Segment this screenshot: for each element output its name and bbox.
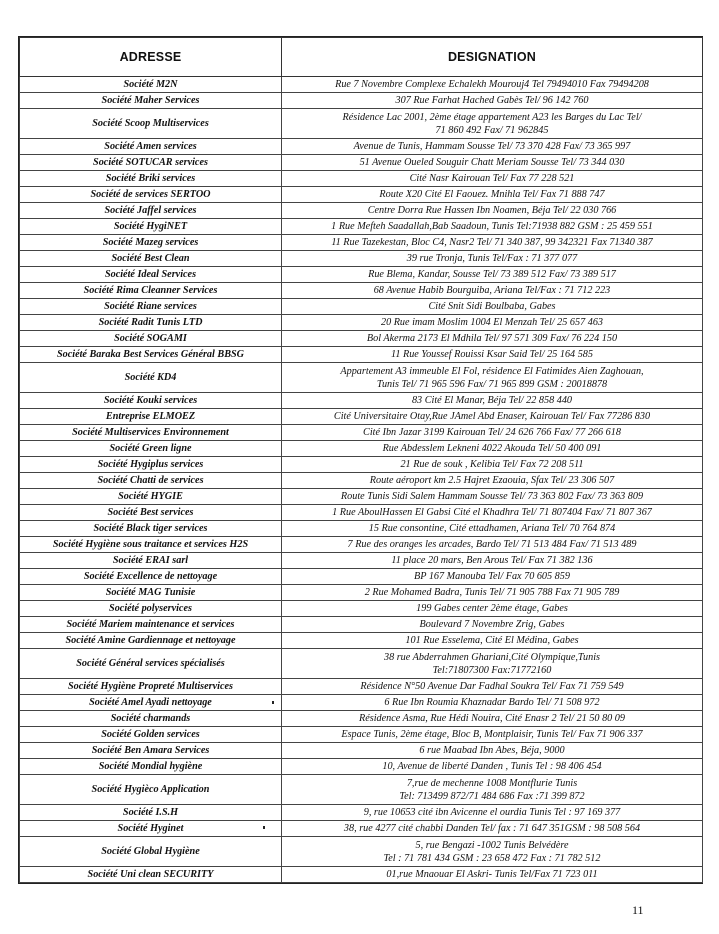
designation-cell <box>282 679 703 695</box>
address-line: 6 Rue Ibn Roumia Khaznadar Bardo Tel/ 71 508 972 <box>384 697 600 708</box>
designation-cell <box>282 867 703 883</box>
company-name-cell: Société Uni clean SECURITY <box>20 867 282 883</box>
address-line: Espace Tunis, 2ème étage, Bloc B, Montplaisir, Tunis Tel/ Fax 71 906 337 <box>341 729 643 740</box>
address-line: Route aéroport km 2.5 Hajret Ezaouia, Sfax Tel/ 23 306 507 <box>369 475 615 486</box>
table-row <box>20 775 703 805</box>
address-line: Appartement A3 immeuble El Fol, résidence El Fatimides Aien Zaghouan, <box>340 365 644 377</box>
address-line: 101 Rue Esselema, Cité El Médina, Gabes <box>405 635 579 646</box>
company-name-cell: Société Baraka Best Services Général BBSG <box>20 347 282 363</box>
address-line: Boulevard 7 Novembre Zrig, Gabes <box>419 619 565 630</box>
company-name-cell: Entreprise ELMOEZ <box>20 409 282 425</box>
table-row <box>20 837 703 867</box>
address-line: 38 rue Abderrahmen Ghariani,Cité Olympique,Tunis <box>383 651 600 663</box>
company-name-cell: Société Radit Tunis LTD <box>20 315 282 331</box>
table-row <box>20 93 703 109</box>
table-row <box>20 867 703 883</box>
designation-cell <box>282 347 703 363</box>
company-name-cell: Société Scoop Multiservices <box>20 109 282 139</box>
address-line: Avenue de Tunis, Hammam Sousse Tel/ 73 370 428 Fax/ 73 365 997 <box>353 141 631 152</box>
address-line: Cité Universitaire Otay,Rue JAmel Abd Enaser, Kairouan Tel/ Fax 77286 830 <box>333 411 651 422</box>
company-directory-table <box>19 37 703 883</box>
designation-cell <box>282 187 703 203</box>
designation-cell <box>282 569 703 585</box>
table-row <box>20 505 703 521</box>
company-name-cell: Société Rima Cleanner Services <box>20 283 282 299</box>
company-name-cell: Société de services SERTOO <box>20 187 282 203</box>
designation-cell <box>282 299 703 315</box>
address-line: Centre Dorra Rue Hassen Ibn Noamen, Béja Tel/ 22 030 766 <box>367 205 617 216</box>
address-line: Route Tunis Sidi Salem Hammam Sousse Tel/ 73 363 802 Fax/ 73 363 809 <box>340 491 644 502</box>
company-name-cell: Société Maher Services <box>20 93 282 109</box>
designation-cell <box>282 93 703 109</box>
address-line: 20 Rue imam Moslim 1004 El Menzah Tel/ 25 657 463 <box>380 317 604 328</box>
table-row <box>20 155 703 171</box>
company-name-cell: Société Hyginet <box>20 821 282 837</box>
designation-cell <box>282 521 703 537</box>
table-row <box>20 695 703 711</box>
header-adresse: ADRESSE <box>20 38 282 77</box>
company-name-cell: Société charmands <box>20 711 282 727</box>
table-body <box>20 77 703 883</box>
designation-cell <box>282 633 703 649</box>
designation-cell <box>282 251 703 267</box>
table-row <box>20 235 703 251</box>
table-row <box>20 347 703 363</box>
designation-cell <box>282 203 703 219</box>
company-name-cell: Société Ideal Services <box>20 267 282 283</box>
company-name-cell: Société HYGIE <box>20 489 282 505</box>
address-line: 83 Cité El Manar, Béja Tel/ 22 858 440 <box>411 395 573 406</box>
company-name-cell: Société Kouki services <box>20 393 282 409</box>
designation-cell <box>282 393 703 409</box>
page-number: 11 <box>632 903 644 917</box>
table-row <box>20 521 703 537</box>
table-row <box>20 585 703 601</box>
address-line: Résidence Lac 2001, 2ème étage appartement A23 les Barges du Lac Tel/ <box>342 111 642 123</box>
company-name-cell: Société I.S.H <box>20 805 282 821</box>
address-line: 11 place 20 mars, Ben Arous Tel/ Fax 71 382 136 <box>391 555 593 566</box>
designation-cell <box>282 711 703 727</box>
address-line: Bol Akerma 2173 El Mdhila Tel/ 97 571 309 Fax/ 76 224 150 <box>366 333 618 344</box>
company-name-cell: Société Mazeg services <box>20 235 282 251</box>
company-name-cell: Société MAG Tunisie <box>20 585 282 601</box>
table-row <box>20 283 703 299</box>
address-line: 6 rue Maabad Ibn Abes, Béja, 9000 <box>419 745 565 756</box>
table-row <box>20 267 703 283</box>
designation-cell <box>282 363 703 393</box>
address-line: 01,rue Mnaouar El Askri- Tunis Tel/Fax 71 723 011 <box>386 869 598 880</box>
table-row <box>20 805 703 821</box>
header-row <box>20 38 703 77</box>
company-name-cell: Société Golden services <box>20 727 282 743</box>
designation-cell <box>282 331 703 347</box>
company-name-cell: Société Mariem maintenance et services <box>20 617 282 633</box>
company-name-cell: Société Global Hygiène <box>20 837 282 867</box>
address-line: 15 Rue consontine, Cité ettadhamen, Ariana Tel/ 70 764 874 <box>368 523 616 534</box>
address-line: Route X20 Cité El Faouez. Mnihla Tel/ Fax 71 888 747 <box>379 189 605 200</box>
company-name-cell: Société Hygiène Propreté Multiservices <box>20 679 282 695</box>
designation-cell <box>282 805 703 821</box>
table-row <box>20 251 703 267</box>
address-line: Tel:71807300 Fax:71772160 <box>432 664 552 676</box>
company-name-cell: Société Briki services <box>20 171 282 187</box>
designation-cell <box>282 649 703 679</box>
company-name-cell: Société Mondial hygiène <box>20 759 282 775</box>
directory-sheet <box>18 36 703 884</box>
designation-cell <box>282 743 703 759</box>
designation-cell <box>282 489 703 505</box>
table-row <box>20 109 703 139</box>
address-line: 199 Gabes center 2ème étage, Gabes <box>416 603 568 614</box>
address-line: 21 Rue de souk , Kelibia Tel/ Fax 72 208 511 <box>400 459 584 470</box>
address-line: 7 Rue des oranges les arcades, Bardo Tel/ 71 513 484 Fax/ 71 513 489 <box>347 539 637 550</box>
header-designation: DESIGNATION <box>282 38 703 77</box>
designation-cell <box>282 267 703 283</box>
table-row <box>20 821 703 837</box>
designation-cell <box>282 409 703 425</box>
designation-cell <box>282 155 703 171</box>
company-name-cell: Société Hygiplus services <box>20 457 282 473</box>
table-row <box>20 331 703 347</box>
company-name-cell: Société Amel Ayadi nettoyage <box>20 695 282 711</box>
address-line: BP 167 Manouba Tel/ Fax 70 605 859 <box>414 571 570 582</box>
table-row <box>20 409 703 425</box>
designation-cell <box>282 775 703 805</box>
address-line: 11 Rue Tazekestan, Bloc C4, Nasr2 Tel/ 71 340 387, 99 342321 Fax 71340 387 <box>331 237 653 248</box>
company-name-cell: Société ERAI sarl <box>20 553 282 569</box>
designation-cell <box>282 617 703 633</box>
address-line: 11 Rue Youssef Rouissi Ksar Said Tel/ 25 164 585 <box>391 349 593 360</box>
table-row <box>20 425 703 441</box>
designation-cell <box>282 235 703 251</box>
designation-cell <box>282 77 703 93</box>
table-row <box>20 727 703 743</box>
address-line: 71 860 492 Fax/ 71 962845 <box>435 124 549 136</box>
address-line: Cité Snit Sidi Boulbaba, Gabes <box>428 301 556 312</box>
table-row <box>20 537 703 553</box>
company-name-cell: Société Best Clean <box>20 251 282 267</box>
company-name-cell: Société SOTUCAR services <box>20 155 282 171</box>
table-row <box>20 363 703 393</box>
table-row <box>20 711 703 727</box>
designation-cell <box>282 473 703 489</box>
address-line: Tel: 713499 872/71 484 686 Fax :71 399 872 <box>399 790 585 802</box>
designation-cell <box>282 821 703 837</box>
designation-cell <box>282 759 703 775</box>
table-row <box>20 553 703 569</box>
company-name-cell: Société Jaffel services <box>20 203 282 219</box>
designation-cell <box>282 695 703 711</box>
designation-cell <box>282 109 703 139</box>
company-name-cell: Société Hygiène sous traitance et services H2S <box>20 537 282 553</box>
designation-cell <box>282 219 703 235</box>
table-row <box>20 601 703 617</box>
company-name-cell: Société Best services <box>20 505 282 521</box>
company-name-cell: Société Green ligne <box>20 441 282 457</box>
address-line: Résidence N°50 Avenue Dar Fadhal Soukra Tel/ Fax 71 759 549 <box>360 681 624 692</box>
designation-cell <box>282 553 703 569</box>
designation-cell <box>282 585 703 601</box>
table-row <box>20 457 703 473</box>
address-line: Cité Ibn Jazar 3199 Kairouan Tel/ 24 626 766 Fax/ 77 266 618 <box>363 427 621 438</box>
address-line: 307 Rue Farhat Hached Gabès Tel/ 96 142 760 <box>395 95 589 106</box>
designation-cell <box>282 727 703 743</box>
designation-cell <box>282 139 703 155</box>
company-name-cell: Société Général services spécialisés <box>20 649 282 679</box>
table-row <box>20 219 703 235</box>
table-row <box>20 617 703 633</box>
table-row <box>20 77 703 93</box>
address-line: 9, rue 10653 cité ibn Avicenne el ourdia Tunis Tel : 97 169 377 <box>363 807 621 818</box>
designation-cell <box>282 537 703 553</box>
table-row <box>20 315 703 331</box>
company-name-cell: Société Excellence de nettoyage <box>20 569 282 585</box>
address-line: 7,rue de mechenne 1008 Montflurie Tunis <box>406 777 578 789</box>
table-row <box>20 679 703 695</box>
scan-speck <box>272 701 274 704</box>
address-line: 1 Rue AboulHassen El Gabsi Cité el Khadhra Tel/ 71 807404 Fax/ 71 807 367 <box>332 507 652 518</box>
table-row <box>20 633 703 649</box>
designation-cell <box>282 457 703 473</box>
table-row <box>20 441 703 457</box>
designation-cell <box>282 283 703 299</box>
company-name-cell: Société SOGAMI <box>20 331 282 347</box>
designation-cell <box>282 505 703 521</box>
designation-cell <box>282 837 703 867</box>
address-line: 1 Rue Mefteh Saadallah,Bab Saadoun, Tunis Tel:71938 882 GSM : 25 459 551 <box>331 221 653 232</box>
scan-speck <box>263 826 265 829</box>
designation-cell <box>282 601 703 617</box>
address-line: Résidence Asma, Rue Hédi Nouira, Cité Enasr 2 Tel/ 21 50 80 09 <box>359 713 625 724</box>
designation-cell <box>282 171 703 187</box>
address-line: 51 Avenue Oueled Souguir Chatt Meriam Sousse Tel/ 73 344 030 <box>359 157 625 168</box>
designation-cell <box>282 441 703 457</box>
address-line: 5, rue Bengazi -1002 Tunis Belvédère <box>415 839 569 851</box>
company-name-cell: Société Amine Gardiennage et nettoyage <box>20 633 282 649</box>
company-name-cell: Société HygiNET <box>20 219 282 235</box>
company-name-cell: Société Ben Amara Services <box>20 743 282 759</box>
company-name-cell: Société M2N <box>20 77 282 93</box>
table-row <box>20 139 703 155</box>
address-line: Rue 7 Novembre Complexe Echalekh Mourouj4 Tel 79494010 Fax 79494208 <box>335 79 649 90</box>
address-line: 68 Avenue Habib Bourguiba, Ariana Tel/Fax : 71 712 223 <box>373 285 611 296</box>
address-line: 38, rue 4277 cité chabbi Danden Tel/ fax : 71 647 351GSM : 98 508 564 <box>343 823 641 834</box>
table-row <box>20 569 703 585</box>
company-name-cell: Société Black tiger services <box>20 521 282 537</box>
table-row <box>20 489 703 505</box>
table-row <box>20 171 703 187</box>
designation-cell <box>282 315 703 331</box>
company-name-cell: Société Amen services <box>20 139 282 155</box>
address-line: 39 rue Tronja, Tunis Tel/Fax : 71 377 077 <box>406 253 578 264</box>
address-line: 2 Rue Mohamed Badra, Tunis Tel/ 71 905 788 Fax 71 905 789 <box>364 587 620 598</box>
table-row <box>20 649 703 679</box>
address-line: Tel : 71 781 434 GSM : 23 658 472 Fax : 71 782 512 <box>383 852 601 864</box>
company-name-cell: Société Chatti de services <box>20 473 282 489</box>
address-line: Rue Blema, Kandar, Sousse Tel/ 73 389 512 Fax/ 73 389 517 <box>368 269 616 280</box>
table-row <box>20 743 703 759</box>
company-name-cell: Société Multiservices Environnement <box>20 425 282 441</box>
table-row <box>20 759 703 775</box>
designation-cell <box>282 425 703 441</box>
address-line: Rue Abdesslem Lekneni 4022 Akouda Tel/ 50 400 091 <box>382 443 602 454</box>
address-line: 10, Avenue de liberté Danden , Tunis Tel : 98 406 454 <box>382 761 602 772</box>
table-row <box>20 203 703 219</box>
company-name-cell: Société KD4 <box>20 363 282 393</box>
company-name-cell: Société polyservices <box>20 601 282 617</box>
table-row <box>20 473 703 489</box>
company-name-cell: Société Riane services <box>20 299 282 315</box>
address-line: Cité Nasr Kairouan Tel/ Fax 77 228 521 <box>409 173 575 184</box>
table-row <box>20 187 703 203</box>
table-row <box>20 299 703 315</box>
company-name-cell: Société Hygièco Application <box>20 775 282 805</box>
table-row <box>20 393 703 409</box>
address-line: Tunis Tel/ 71 965 596 Fax/ 71 965 899 GSM : 20018878 <box>376 378 608 390</box>
